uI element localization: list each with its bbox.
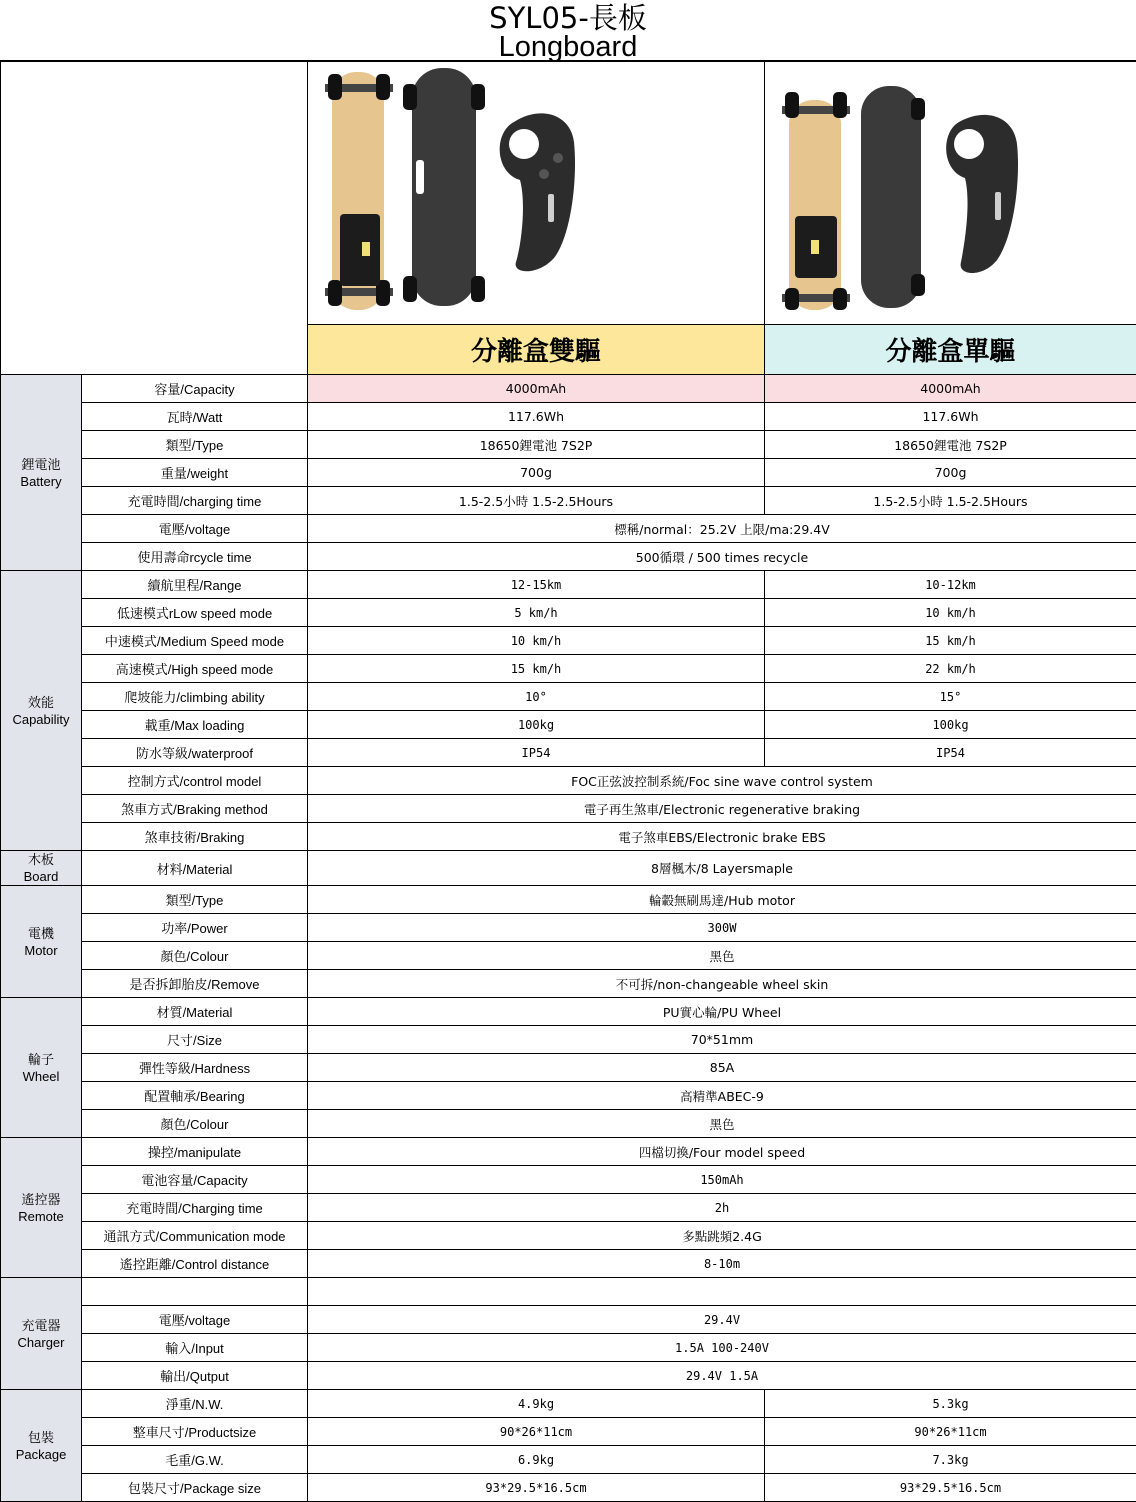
longboard-top-image: [861, 86, 925, 308]
longboard-bottom-image: [782, 92, 850, 310]
cell-value: 10-12km: [765, 571, 1136, 599]
row-label: 電壓/voltage: [82, 515, 308, 543]
cell-value: 四檔切換/Four model speed: [308, 1138, 1136, 1166]
row-label: 彈性等級/Hardness: [82, 1054, 308, 1082]
empty-cell: [82, 1278, 308, 1306]
product-name-dual: 分離盒雙驅: [308, 324, 765, 374]
cell-value: 8-10m: [308, 1250, 1136, 1278]
remote-control-image: [946, 115, 1018, 273]
row-label: 類型/Type: [82, 431, 308, 459]
cell-value: 4000mAh: [308, 375, 765, 403]
cell-value: 15°: [765, 683, 1136, 711]
row-label: 配置軸承/Bearing: [82, 1082, 308, 1110]
cell-value: 700g: [765, 459, 1136, 487]
cell-value: 15 km/h: [765, 627, 1136, 655]
cell-value: 多點跳頻2.4G: [308, 1222, 1136, 1250]
product-image-single: [765, 62, 1136, 325]
row-label: 材質/Material: [82, 998, 308, 1026]
cell-value: 6.9kg: [308, 1446, 765, 1474]
row-label: 通訊方式/Communication mode: [82, 1222, 308, 1250]
cell-value: 700g: [308, 459, 765, 487]
cell-value: 93*29.5*16.5cm: [308, 1474, 765, 1502]
row-label: 是否拆卸胎皮/Remove: [82, 970, 308, 998]
empty-cell: [308, 1278, 1136, 1306]
row-label: 續航里程/Range: [82, 571, 308, 599]
row-label: 類型/Type: [82, 886, 308, 914]
cell-value: 10 km/h: [765, 599, 1136, 627]
cell-value: 150mAh: [308, 1166, 1136, 1194]
longboard-top-image: [403, 68, 485, 306]
cell-value: 18650鋰電池 7S2P: [765, 431, 1136, 459]
row-label: 載重/Max loading: [82, 711, 308, 739]
category-battery: 鋰電池 Battery: [1, 375, 82, 571]
row-label: 功率/Power: [82, 914, 308, 942]
cell-value: PU實心輪/PU Wheel: [308, 998, 1136, 1026]
cell-value: 5.3kg: [765, 1390, 1136, 1418]
cell-value: 1.5-2.5小時 1.5-2.5Hours: [308, 487, 765, 515]
cell-value: IP54: [308, 739, 765, 767]
row-label: 使用壽命rcycle time: [82, 543, 308, 571]
row-label: 控制方式/control model: [82, 767, 308, 795]
cell-value: 100kg: [308, 711, 765, 739]
cell-value: 2h: [308, 1194, 1136, 1222]
cell-value: 5 km/h: [308, 599, 765, 627]
product-image-dual: [308, 62, 765, 325]
row-label: 顏色/Colour: [82, 942, 308, 970]
category-charger: 充電器 Charger: [1, 1278, 82, 1390]
row-label: 淨重/N.W.: [82, 1390, 308, 1418]
row-label: 包裝尺寸/Package size: [82, 1474, 308, 1502]
page-title: SYL05-長板: [0, 0, 1136, 34]
cell-value: 12-15km: [308, 571, 765, 599]
row-label: 中速模式/Medium Speed mode: [82, 627, 308, 655]
remote-control-image: [500, 114, 575, 272]
row-label: 容量/Capacity: [82, 375, 308, 403]
row-label: 輸出/Qutput: [82, 1362, 308, 1390]
row-label: 電池容量/Capacity: [82, 1166, 308, 1194]
page-title-block: [0, 0, 1136, 61]
category-wheel: 輪子 Wheel: [1, 998, 82, 1138]
cell-value: 22 km/h: [765, 655, 1136, 683]
spec-table: [0, 61, 1136, 1502]
category-package: 包裝 Package: [1, 1390, 82, 1502]
category-board: 木板 Board: [1, 851, 82, 886]
cell-value: 8層楓木/8 Layersmaple: [308, 851, 1136, 886]
cell-value: 7.3kg: [765, 1446, 1136, 1474]
cell-value: 70*51mm: [308, 1026, 1136, 1054]
cell-value: 93*29.5*16.5cm: [765, 1474, 1136, 1502]
category-remote: 遙控器 Remote: [1, 1138, 82, 1278]
row-label: 材料/Material: [82, 851, 308, 886]
cell-value: 黑色: [308, 1110, 1136, 1138]
row-label: 爬坡能力/climbing ability: [82, 683, 308, 711]
category-capability: 效能 Capability: [1, 571, 82, 851]
cell-value: 10 km/h: [308, 627, 765, 655]
row-label: 瓦時/Watt: [82, 403, 308, 431]
cell-value: 500循環 / 500 times recycle: [308, 543, 1136, 571]
cell-value: 標稱/normal：25.2V 上限/ma:29.4V: [308, 515, 1136, 543]
cell-value: 4.9kg: [308, 1390, 765, 1418]
row-label: 整車尺寸/Productsize: [82, 1418, 308, 1446]
cell-value: FOC正弦波控制系統/Foc sine wave control system: [308, 767, 1136, 795]
row-label: 煞車方式/Braking method: [82, 795, 308, 823]
cell-value: 黑色: [308, 942, 1136, 970]
row-label: 重量/weight: [82, 459, 308, 487]
cell-value: 117.6Wh: [308, 403, 765, 431]
row-label: 充電時間/Charging time: [82, 1194, 308, 1222]
cell-value: 電子再生煞車/Electronic regenerative braking: [308, 795, 1136, 823]
cell-value: 電子煞車EBS/Electronic brake EBS: [308, 823, 1136, 851]
row-label: 操控/manipulate: [82, 1138, 308, 1166]
product-name-single: 分離盒單驅: [765, 324, 1136, 374]
category-motor: 電機 Motor: [1, 886, 82, 998]
row-label: 顏色/Colour: [82, 1110, 308, 1138]
cell-value: 18650鋰電池 7S2P: [308, 431, 765, 459]
row-label: 毛重/G.W.: [82, 1446, 308, 1474]
cell-value: 85A: [308, 1054, 1136, 1082]
row-label: 尺寸/Size: [82, 1026, 308, 1054]
cell-value: 輪轂無刷馬達/Hub motor: [308, 886, 1136, 914]
cell-value: 15 km/h: [308, 655, 765, 683]
cell-value: 高精準ABEC-9: [308, 1082, 1136, 1110]
row-label: 電壓/voltage: [82, 1306, 308, 1334]
cell-value: 300W: [308, 914, 1136, 942]
cell-value: 1.5A 100-240V: [308, 1334, 1136, 1362]
cell-value: 90*26*11cm: [765, 1418, 1136, 1446]
cell-value: 100kg: [765, 711, 1136, 739]
row-label: 輸入/Input: [82, 1334, 308, 1362]
row-label: 遙控距離/Control distance: [82, 1250, 308, 1278]
page-subtitle: Longboard: [0, 34, 1136, 61]
row-label: 充電時間/charging time: [82, 487, 308, 515]
row-label: 煞車技術/Braking: [82, 823, 308, 851]
cell-value: 29.4V 1.5A: [308, 1362, 1136, 1390]
empty-corner: [1, 62, 308, 375]
cell-value: 4000mAh: [765, 375, 1136, 403]
row-label: 低速模式rLow speed mode: [82, 599, 308, 627]
cell-value: 不可拆/non-changeable wheel skin: [308, 970, 1136, 998]
cell-value: 117.6Wh: [765, 403, 1136, 431]
cell-value: 90*26*11cm: [308, 1418, 765, 1446]
row-label: 高速模式/High speed mode: [82, 655, 308, 683]
cell-value: 1.5-2.5小時 1.5-2.5Hours: [765, 487, 1136, 515]
cell-value: 29.4V: [308, 1306, 1136, 1334]
longboard-bottom-image: [325, 72, 393, 310]
row-label: 防水等級/waterproof: [82, 739, 308, 767]
cell-value: 10°: [308, 683, 765, 711]
cell-value: IP54: [765, 739, 1136, 767]
